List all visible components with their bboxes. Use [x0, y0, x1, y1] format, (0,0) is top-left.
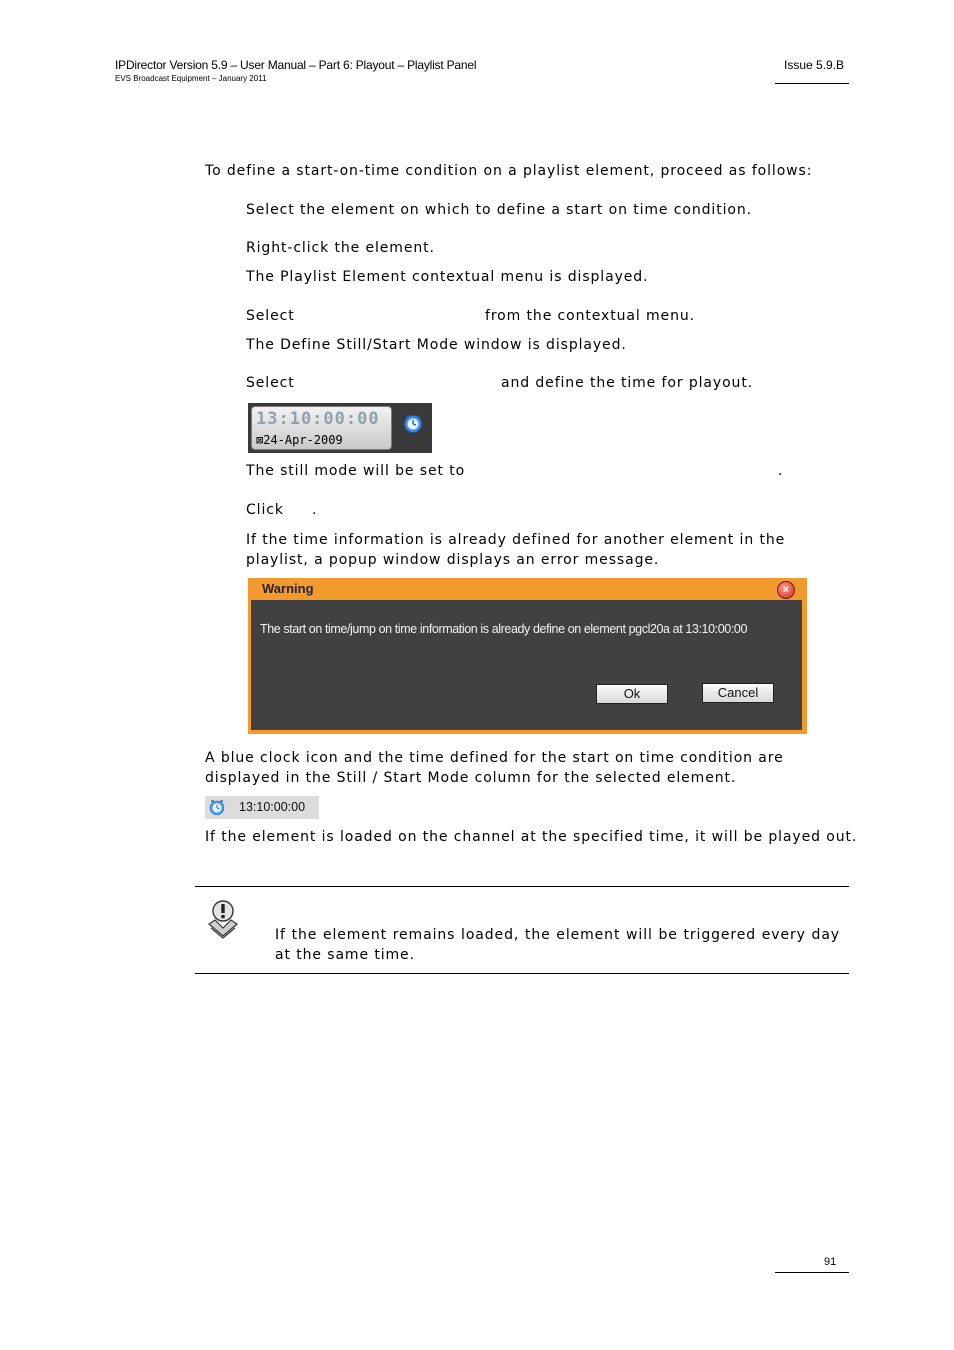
result-paragraph: A blue clock icon and the time defined for the start on time condition are displayed in the Still / Start Mode column for the selected element.	[205, 750, 784, 786]
note-rule-top	[195, 886, 849, 887]
step-5-result: If the time information is already defined for another element in the playlist, a popup window displays an error message.	[246, 532, 786, 568]
page-number: 91	[824, 1256, 837, 1268]
step-1: Select the element on which to define a start on time condition.	[246, 202, 752, 218]
date-checkbox[interactable]: ⊠	[256, 433, 264, 447]
footer-rule	[775, 1272, 849, 1273]
note-icon	[205, 898, 241, 940]
step-4-select: Select	[246, 375, 295, 391]
header-subtitle: EVS Broadcast Equipment – January 2011	[115, 74, 267, 83]
warning-title: Warning	[262, 581, 314, 596]
header-title: IPDirector Version 5.9 – User Manual – Part 6: Playout – Playlist Panel	[115, 58, 477, 72]
still-start-mode-cell	[205, 796, 319, 819]
date-value: 24-Apr-2009	[263, 433, 343, 447]
step-3-rest: from the contextual menu.	[485, 308, 695, 324]
warning-dialog	[248, 578, 807, 734]
step-4-result: The still mode will be set to	[246, 463, 466, 479]
note-text: If the element remains loaded, the element will be triggered every day at the same time.	[275, 927, 840, 963]
header-issue: Issue 5.9.B	[784, 58, 845, 72]
step-2: Right-click the element.	[246, 240, 435, 256]
timecode-field[interactable]	[251, 406, 392, 450]
step-4-result-end: .	[778, 463, 784, 479]
close-icon[interactable]: ×	[777, 581, 795, 599]
step-2-result: The Playlist Element contextual menu is displayed.	[246, 269, 649, 285]
header-rule	[775, 83, 849, 84]
step-3-select: Select	[246, 308, 295, 324]
still-start-time: 13:10:00:00	[239, 800, 306, 814]
clock-icon	[208, 798, 226, 816]
step-5-end: .	[312, 502, 318, 518]
timecode-widget	[248, 403, 432, 453]
playout-paragraph: If the element is loaded on the channel at the specified time, it will be played out.	[205, 829, 858, 845]
note-rule-bottom	[195, 973, 849, 974]
timecode-time: 13:10:00:00	[256, 409, 380, 429]
ok-button[interactable]: Ok	[596, 684, 668, 704]
step-5-click: Click	[246, 502, 284, 518]
intro-text: To define a start-on-time condition on a playlist element, proceed as follows:	[205, 163, 813, 179]
warning-body	[251, 600, 802, 730]
step-4-rest: and define the time for playout.	[501, 375, 754, 391]
warning-message: The start on time/jump on time information is already define on element pgcl20a at 13:10:00:00	[260, 622, 748, 636]
clock-icon[interactable]	[403, 414, 423, 434]
step-3-result: The Define Still/Start Mode window is displayed.	[246, 337, 627, 353]
cancel-button[interactable]: Cancel	[702, 683, 774, 703]
timecode-date	[256, 433, 343, 447]
